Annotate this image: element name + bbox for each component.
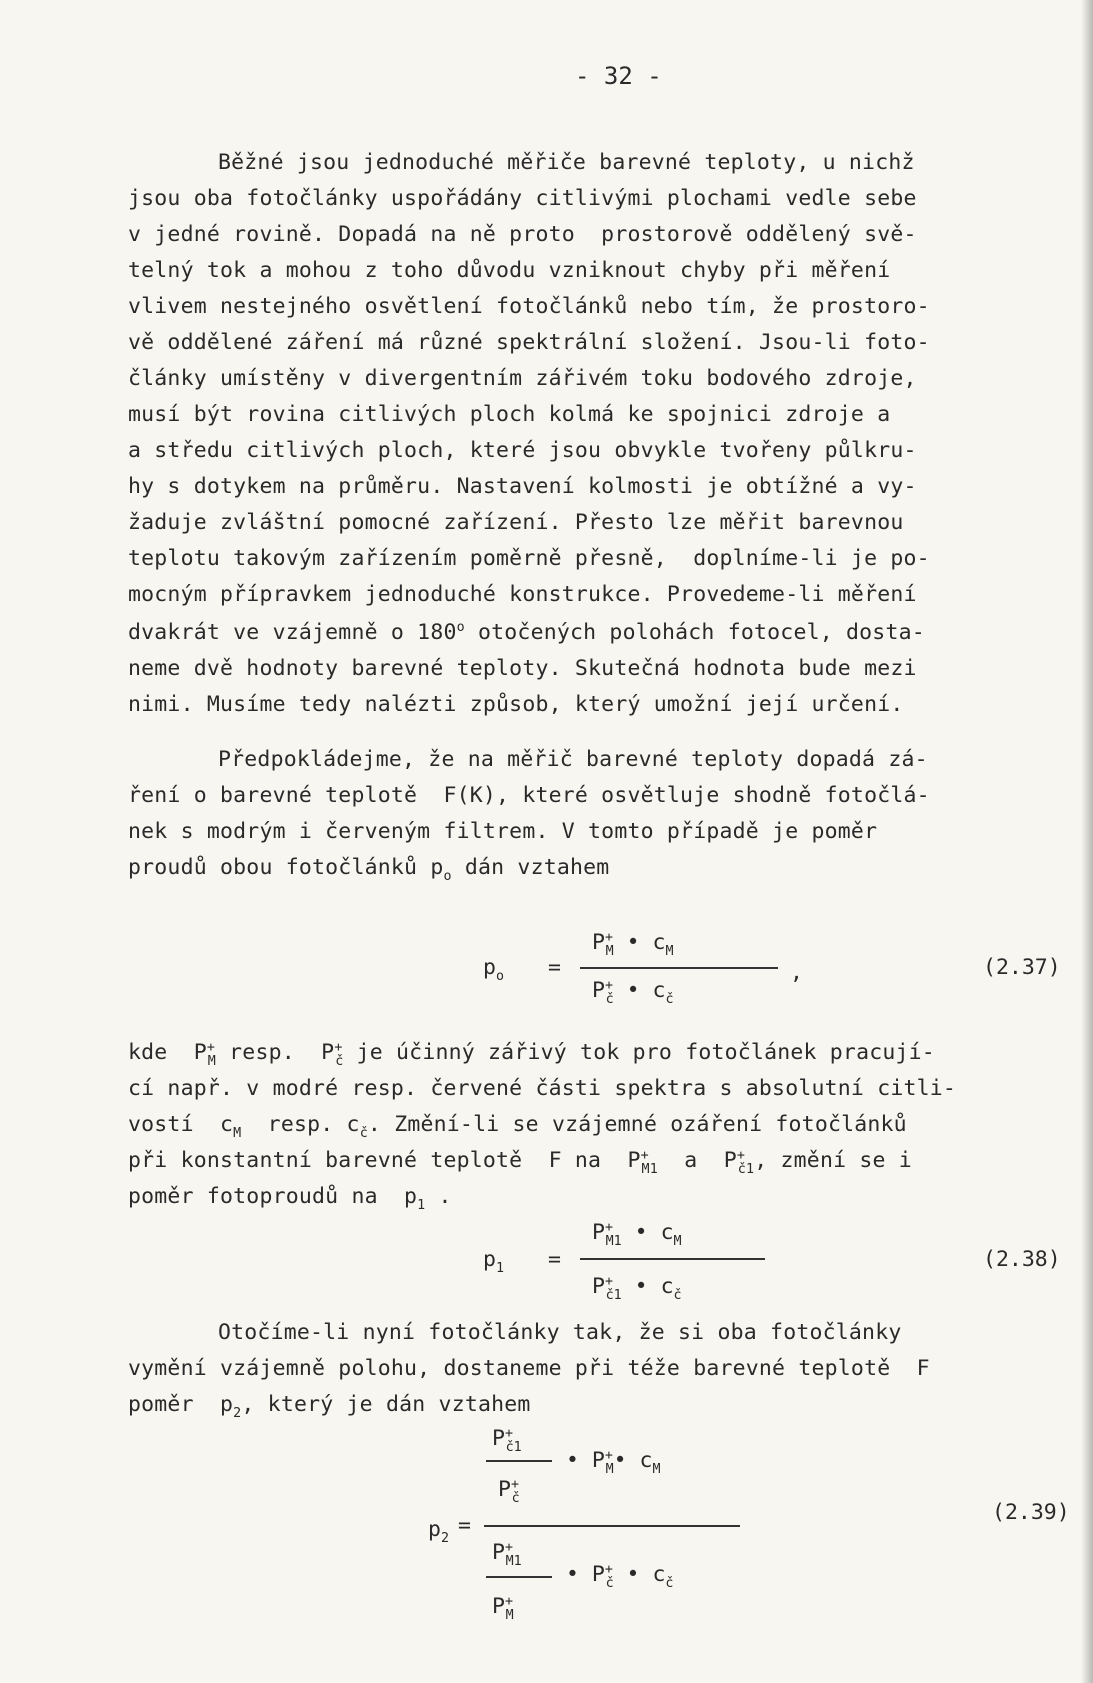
eq-dot: •: [613, 1448, 627, 1473]
eq-symbol: P: [591, 1562, 605, 1587]
superscript: +: [640, 1148, 649, 1164]
eq-superscript: +: [504, 1594, 513, 1610]
eq-subscript: M1: [505, 1553, 522, 1569]
eq-dot: •: [626, 930, 640, 955]
eq-subscript: o: [495, 968, 504, 984]
eq-subscript: M1: [605, 1233, 622, 1249]
text-line: [128, 1392, 531, 1421]
subscript: č: [359, 1125, 368, 1141]
eq-numerator: [592, 930, 674, 959]
text-line: nimi. Musíme tedy nalézti způsob, který umožní její určení.: [128, 692, 904, 717]
eq-subscript: 2: [440, 1530, 449, 1546]
text-line: teplotu takovým zařízením poměrně přesně, doplníme-li je po-: [128, 546, 930, 571]
text-segment: kde P: [128, 1040, 207, 1065]
text-line: Otočíme-li nyní fotočlánky tak, že si oba fotočlánky: [218, 1320, 902, 1345]
text-segment: .: [425, 1184, 452, 1209]
text-line: hy s dotykem na průměru. Nastavení kolmosti je obtížné a vy-: [128, 474, 917, 499]
text-segment: resp. P: [216, 1040, 335, 1065]
subscript-o: o: [443, 868, 452, 884]
eq-small-frac-den: [492, 1594, 514, 1623]
eq-subscript: 1: [495, 1260, 504, 1276]
text-line-with-subscript: [128, 855, 610, 884]
text-segment: , změní se i: [754, 1148, 912, 1173]
text-line: [128, 1148, 912, 1177]
superscript: +: [736, 1148, 746, 1164]
eq-symbol: P: [492, 1540, 505, 1565]
eq-dot: •: [634, 1274, 648, 1299]
page-number: - 32 -: [575, 62, 662, 90]
eq-superscript: +: [504, 1540, 513, 1556]
eq-symbol: P: [592, 930, 605, 955]
text-segment: dvakrát ve vzájemně o 180: [128, 620, 457, 645]
text-line: články umístěny v divergentním zářivém toku bodového zdroje,: [128, 366, 917, 391]
eq-symbol: c: [639, 1448, 653, 1473]
superscript: +: [206, 1040, 216, 1056]
text-line: telný tok a mohou z toho důvodu vzniknout chyby při měření: [128, 258, 891, 283]
eq-dot: •: [626, 1562, 640, 1587]
eq-denominator: [592, 978, 674, 1007]
eq-upper-factor: [566, 1448, 661, 1477]
page-edge-shadow: [1081, 0, 1093, 1683]
eq-subscript: č1: [605, 1287, 622, 1303]
text-line: neme dvě hodnoty barevné teploty. Skutečná hodnota bude mezi: [128, 656, 917, 681]
text-segment: dán vztahem: [451, 855, 610, 880]
text-line-with-degree: [128, 620, 925, 645]
eq-symbol: p: [483, 955, 496, 980]
eq-small-frac-num: [492, 1426, 522, 1455]
text-segment: vostí c: [128, 1112, 234, 1137]
main-fraction-bar: [484, 1525, 740, 1527]
text-line: Předpokládejme, že na měřič barevné teploty dopadá zá-: [218, 747, 928, 772]
eq-lhs: [483, 955, 504, 984]
eq-comma: ,: [790, 960, 803, 985]
eq-equals: =: [548, 1247, 561, 1272]
eq-subscript: M: [605, 1461, 614, 1477]
subscript: M1: [641, 1161, 658, 1177]
eq-symbol: P: [498, 1477, 511, 1502]
eq-subscript: č: [665, 991, 674, 1007]
text-segment: , který je dán vztahem: [241, 1392, 531, 1417]
text-line: cí např. v modré resp. červené části spektra s absolutní citli-: [128, 1076, 957, 1101]
text-line: Běžné jsou jednoduché měřiče barevné teploty, u nichž: [218, 150, 915, 175]
eq-symbol: c: [660, 1220, 674, 1245]
text-line: musí být rovina citlivých ploch kolmá ke spojnici zdroje a: [128, 402, 891, 427]
eq-subscript: M: [652, 1461, 661, 1477]
eq-denominator: [592, 1274, 682, 1303]
text-segment: poměr p: [128, 1392, 234, 1417]
superscript: +: [334, 1040, 343, 1056]
eq-symbol: P: [592, 1274, 605, 1299]
eq-superscript: +: [504, 1426, 513, 1442]
eq-lhs: [483, 1247, 504, 1276]
eq-equals: =: [548, 955, 561, 980]
text-line: [128, 1112, 907, 1141]
eq-dot: •: [634, 1220, 648, 1245]
subscript: M: [233, 1125, 242, 1141]
text-segment: a P: [657, 1148, 737, 1173]
text-line: v jedné rovině. Dopadá na ně proto prostorově oddělený svě-: [128, 222, 917, 247]
eq-symbol: P: [592, 1220, 605, 1245]
text-segment: při konstantní barevné teplotě F na P: [128, 1148, 641, 1173]
text-line: vymění vzájemně polohu, dostaneme při téže barevné teplotě F: [128, 1356, 930, 1381]
eq-dot: •: [566, 1562, 579, 1587]
text-segment: je účinný zářivý tok pro fotočlánek pracují-: [343, 1040, 935, 1065]
eq-symbol: c: [652, 1562, 666, 1587]
eq-dot: •: [626, 978, 640, 1003]
small-fraction-bar: [486, 1460, 552, 1462]
eq-symbol: P: [492, 1426, 505, 1451]
subscript: č: [335, 1053, 344, 1069]
eq-symbol: c: [660, 1274, 674, 1299]
eq-superscript: +: [604, 978, 613, 994]
eq-symbol: P: [592, 978, 605, 1003]
eq-small-frac-den: [498, 1477, 520, 1506]
text-line: ření o barevné teplotě F(K), které osvětluje shodně fotočlá-: [128, 783, 930, 808]
eq-subscript: č: [511, 1490, 520, 1506]
eq-numerator: [592, 1220, 682, 1249]
text-segment: resp. c: [241, 1112, 360, 1137]
subscript: č1: [737, 1161, 755, 1177]
text-line: nek s modrým i červeným filtrem. V tomto případě je poměr: [128, 819, 878, 844]
equation-number: (2.37): [983, 955, 1061, 980]
eq-symbol: c: [652, 978, 666, 1003]
fraction-bar: [580, 967, 778, 969]
eq-superscript: +: [604, 1220, 613, 1236]
text-line: a středu citlivých ploch, které jsou obvykle tvořeny půlkru-: [128, 438, 917, 463]
text-segment: . Změní-li se vzájemné ozáření fotočlánků: [367, 1112, 907, 1137]
eq-subscript: č: [605, 991, 614, 1007]
eq-superscript: +: [604, 930, 613, 946]
degree-superscript: o: [456, 620, 465, 636]
eq-symbol: P: [591, 1448, 605, 1473]
text-line: žaduje zvláštní pomocné zařízení. Přesto lze měřit barevnou: [128, 510, 904, 535]
small-fraction-bar: [486, 1576, 552, 1578]
text-line: jsou oba fotočlánky uspořádány citlivými plochami vedle sebe: [128, 186, 917, 211]
eq-subscript: M: [665, 943, 674, 959]
text-segment: poměr fotoproudů na p: [128, 1184, 418, 1209]
text-line: vě oddělené záření má různé spektrální složení. Jsou-li foto-: [128, 330, 930, 355]
eq-symbol: p: [483, 1247, 496, 1272]
text-line: [128, 1040, 935, 1069]
text-line: mocným přípravkem jednoduché konstrukce. Provedeme-li měření: [128, 582, 917, 607]
eq-dot: •: [566, 1448, 579, 1473]
text-line: [128, 1184, 452, 1213]
eq-lower-factor: [566, 1562, 674, 1591]
eq-subscript: M: [605, 943, 614, 959]
eq-superscript: +: [604, 1562, 613, 1578]
subscript: M: [207, 1053, 217, 1069]
eq-subscript: č: [665, 1575, 674, 1591]
text-segment: proudů obou fotočlánků p: [128, 855, 444, 880]
text-line: vlivem nestejného osvětlení fotočlánků nebo tím, že prostoro-: [128, 294, 930, 319]
eq-symbol: p: [428, 1517, 441, 1542]
fraction-bar: [580, 1258, 765, 1260]
eq-subscript: M: [505, 1607, 514, 1623]
eq-superscript: +: [510, 1477, 519, 1493]
eq-symbol: c: [652, 930, 666, 955]
text-segment: otočených polohách fotocel, dosta-: [464, 620, 925, 645]
subscript: 1: [417, 1197, 426, 1213]
eq-subscript: M: [673, 1233, 682, 1249]
equation-number: (2.38): [983, 1247, 1061, 1272]
eq-subscript: č1: [505, 1439, 522, 1455]
eq-small-frac-num: [492, 1540, 522, 1569]
eq-equals: =: [458, 1513, 471, 1538]
equation-number: (2.39): [992, 1500, 1070, 1525]
eq-lhs: [428, 1517, 449, 1546]
eq-symbol: P: [492, 1594, 505, 1619]
eq-subscript: č: [605, 1575, 614, 1591]
eq-superscript: +: [604, 1448, 613, 1464]
eq-subscript: č: [673, 1287, 682, 1303]
subscript: 2: [233, 1405, 242, 1421]
eq-superscript: +: [604, 1274, 613, 1290]
